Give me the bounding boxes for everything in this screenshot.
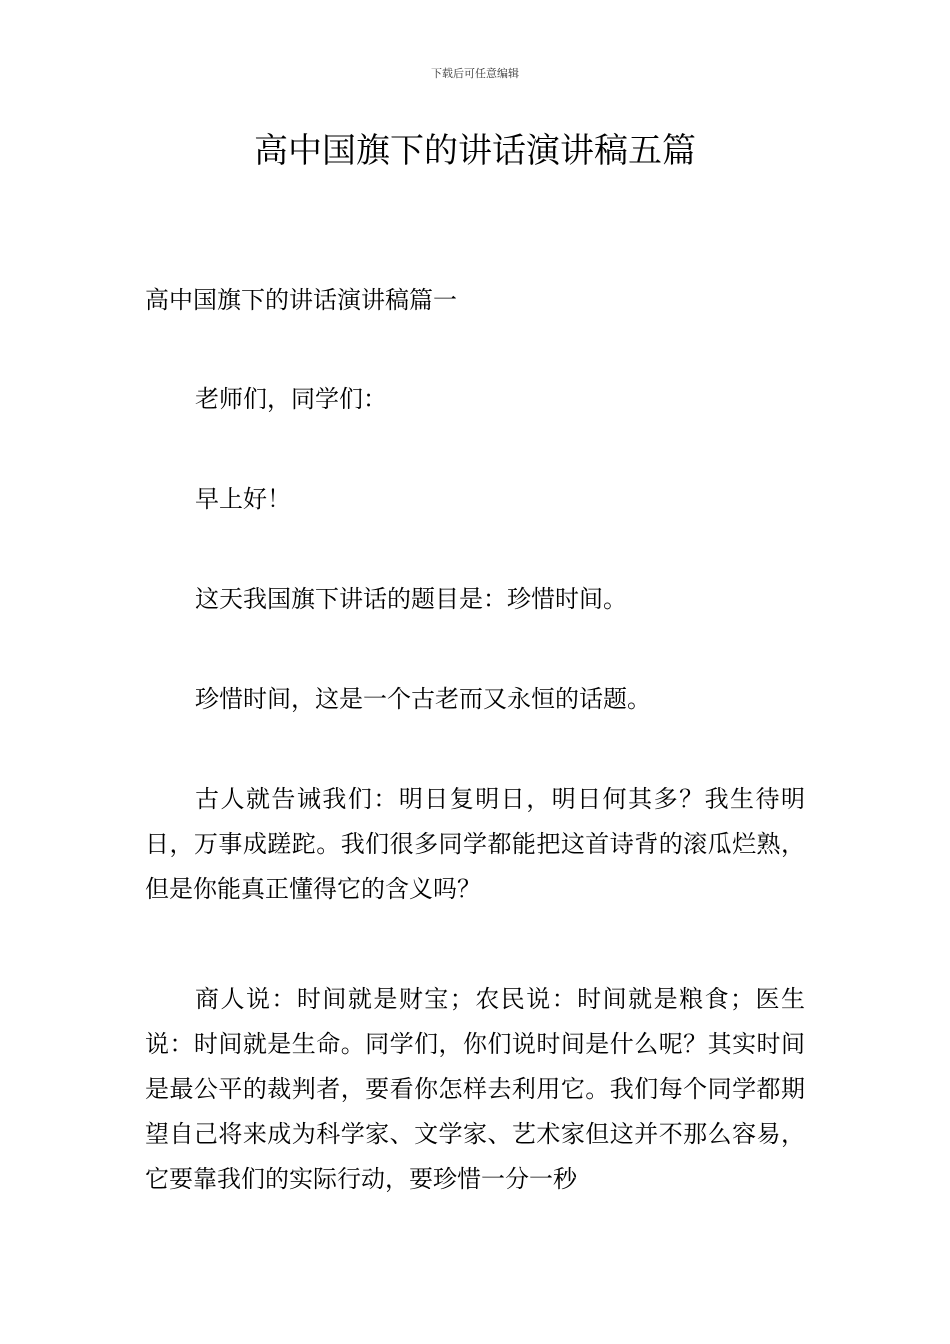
document-title: 高中国旗下的讲话演讲稿五篇 xyxy=(254,131,696,171)
header-note: 下载后可任意编辑 xyxy=(431,67,519,80)
paragraph-good-morning: 早上好！ xyxy=(195,485,291,513)
paragraph-greeting: 老师们，同学们： xyxy=(195,385,387,413)
paragraph-theme: 珍惜时间，这是一个古老而又永恒的话题。 xyxy=(195,685,651,713)
paragraph-topic: 这天我国旗下讲话的题目是：珍惜时间。 xyxy=(195,585,627,613)
section-heading: 高中国旗下的讲话演讲稿篇一 xyxy=(145,286,457,314)
paragraph-time-value: 商人说：时间就是财宝；农民说：时间就是粮食；医生说：时间就是生命。同学们，你们说时间是什么呢？其实时间是最公平的裁判者，要看你怎样去利用它。我们每个同学都期望自己将来成为科学家、文学家、艺术家但这并不那么容易，它要靠我们的实际行动，要珍惜一分一秒 xyxy=(145,985,805,1193)
paragraph-ancient-advice: 古人就告诫我们：明日复明日，明日何其多？我生待明日，万事成蹉跎。我们很多同学都能把这首诗背的滚瓜烂熟，但是你能真正懂得它的含义吗？ xyxy=(145,785,805,903)
